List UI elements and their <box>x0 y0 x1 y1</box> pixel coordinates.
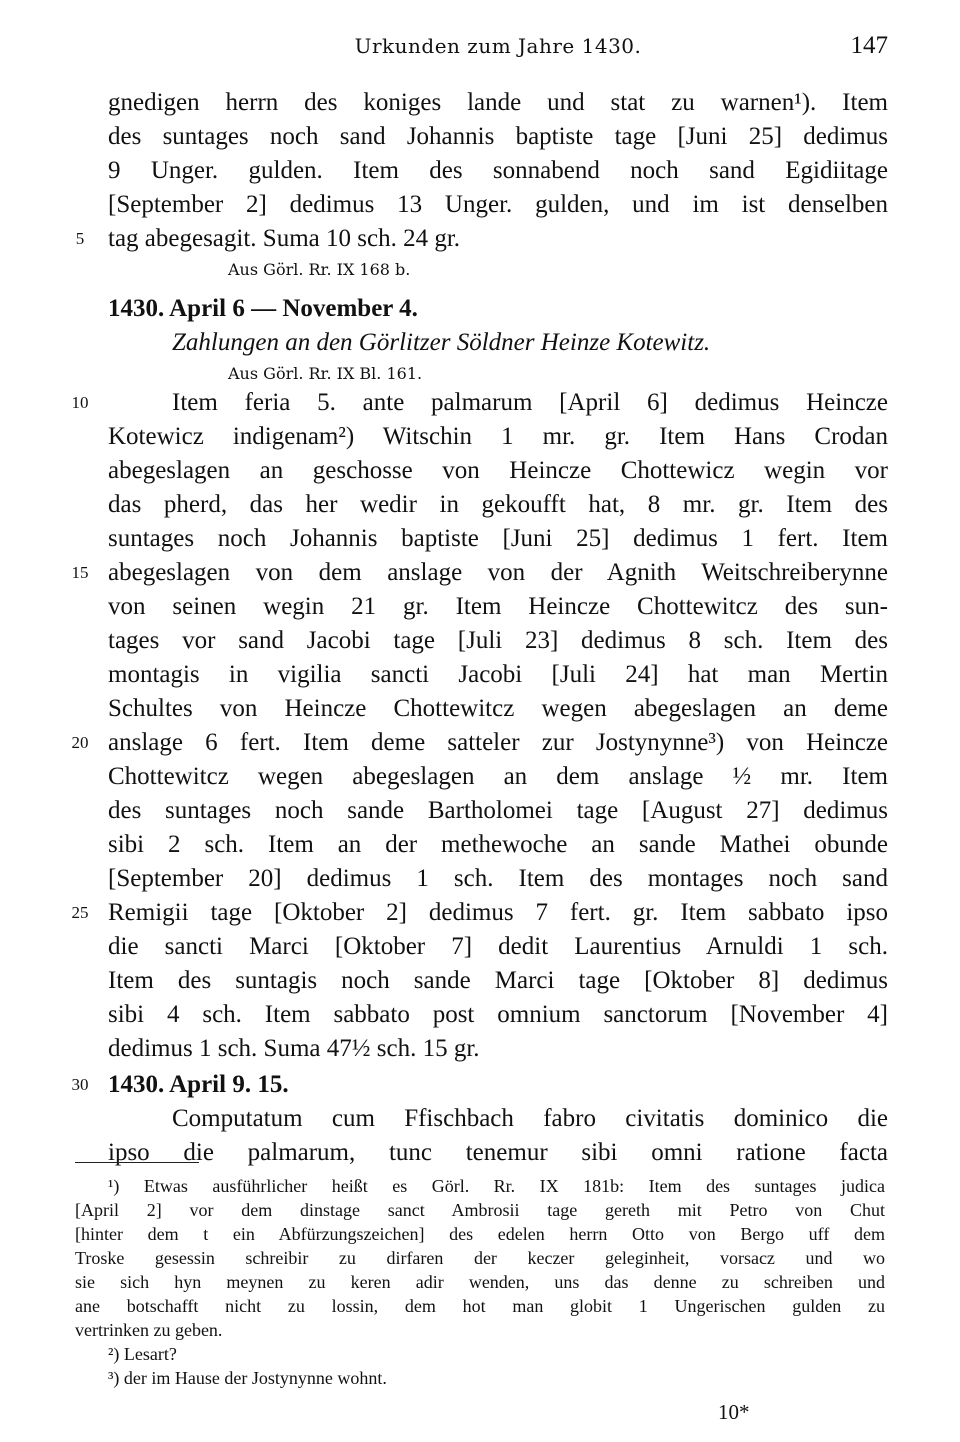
source-reference: Aus Görl. Rr. IX 168 b. <box>228 260 411 279</box>
text-line: abegeslagen von dem anslage von der Agnith Weitschreiberynne <box>108 559 888 586</box>
line-number: 15 <box>71 563 89 582</box>
text-line: Schultes von Heincze Chottewitcz wegen abegeslagen an deme <box>108 695 888 722</box>
section-heading: 1430. April 6 — November 4. <box>108 295 418 322</box>
text-line: [September 2] dedimus 13 Unger. gulden, und im ist denselben <box>108 191 888 218</box>
text-line: anslage 6 fert. Item deme satteler zur Jostynynne³) von Heincze <box>108 729 888 756</box>
footnote-line: ²) Lesart? <box>108 1344 177 1364</box>
page-number: 147 <box>850 32 888 59</box>
section-subtitle: Zahlungen an den Görlitzer Söldner Heinze Kotewitz. <box>172 329 711 356</box>
footnote-line: [April 2] vor dem dinstage sanct Ambrosii tage gereth mit Petro von Chut <box>75 1200 885 1220</box>
text-line: das pherd, das her wedir in gekoufft hat, 8 mr. gr. Item des <box>108 491 888 518</box>
signature-mark: 10* <box>718 1400 750 1424</box>
running-title: Urkunden zum Jahre 1430. <box>354 34 642 58</box>
text-line: von seinen wegin 21 gr. Item Heincze Chottewitcz des sun- <box>108 593 888 620</box>
text-line: tages vor sand Jacobi tage [Juli 23] dedimus 8 sch. Item des <box>108 627 888 654</box>
line-number: 20 <box>71 733 89 752</box>
footnote-separator <box>75 1162 199 1163</box>
section-heading: 1430. April 9. 15. <box>108 1071 289 1098</box>
text-line: dedimus 1 sch. Suma 47½ sch. 15 gr. <box>108 1035 480 1062</box>
text-line: Chottewitcz wegen abegeslagen an dem anslage ½ mr. Item <box>108 763 888 790</box>
text-line: die sancti Marci [Oktober 7] dedit Laurentius Arnuldi 1 sch. <box>108 933 888 960</box>
footnote-line: Troske gesessin schreibir zu dirfaren der keczer geleginheit, vorsacz und wo <box>75 1248 885 1268</box>
line-number: 10 <box>71 393 89 412</box>
source-reference: Aus Görl. Rr. IX Bl. 161. <box>228 364 423 383</box>
text-line: Kotewicz indigenam²) Witschin 1 mr. gr. Item Hans Crodan <box>108 423 888 450</box>
text-line: des suntages noch sand Johannis baptiste tage [Juni 25] dedimus <box>108 123 888 150</box>
line-number: 5 <box>75 229 85 248</box>
text-line: abegeslagen an geschosse von Heincze Chottewicz wegin vor <box>108 457 888 484</box>
running-header <box>108 30 888 64</box>
text-line: montagis in vigilia sancti Jacobi [Juli 24] hat man Mertin <box>108 661 888 688</box>
line-number: 25 <box>71 903 89 922</box>
text-line: [September 20] dedimus 1 sch. Item des montages noch sand <box>108 865 888 892</box>
text-line: ipso die palmarum, tunc tenemur sibi omni ratione facta <box>108 1139 888 1166</box>
text-line: des suntages noch sande Bartholomei tage [August 27] dedimus <box>108 797 888 824</box>
text-line: Remigii tage [Oktober 2] dedimus 7 fert. gr. Item sabbato ipso <box>108 899 888 926</box>
text-line: gnedigen herrn des koniges lande und stat zu warnen¹). Item <box>108 89 888 116</box>
text-line: tag abegesagit. Suma 10 sch. 24 gr. <box>108 225 461 252</box>
footnote-line: sie sich hyn meynen zu keren adir wenden, uns das denne zu schreiben und <box>75 1272 885 1292</box>
text-line: Item des suntagis noch sande Marci tage [Oktober 8] dedimus <box>108 967 888 994</box>
text-line: suntages noch Johannis baptiste [Juni 25] dedimus 1 fert. Item <box>108 525 888 552</box>
text-line: sibi 2 sch. Item an der methewoche an sande Mathei obunde <box>108 831 888 858</box>
footnote-line: [hinter dem t ein Abfürzungszeichen] des edelen herrn Otto von Bergo uff dem <box>75 1224 885 1244</box>
footnote-line: ¹) Etwas ausführlicher heißt es Görl. Rr. IX 181b: Item des suntages judica <box>108 1176 885 1196</box>
text-line: Item feria 5. ante palmarum [April 6] dedimus Heincze <box>172 389 888 416</box>
text-line: 9 Unger. gulden. Item des sonnabend noch sand Egidiitage <box>108 157 888 184</box>
footnote-line: vertrinken zu geben. <box>75 1320 223 1340</box>
line-number: 30 <box>71 1075 89 1094</box>
text-line: Computatum cum Ffischbach fabro civitatis dominico die <box>172 1105 888 1132</box>
text-line: sibi 4 sch. Item sabbato post omnium sanctorum [November 4] <box>108 1001 888 1028</box>
footnote-line: ane botschafft nicht zu lossin, dem hot man globit 1 Ungerischen gulden zu <box>75 1296 885 1316</box>
footnote-line: ³) der im Hause der Jostynynne wohnt. <box>108 1368 387 1388</box>
